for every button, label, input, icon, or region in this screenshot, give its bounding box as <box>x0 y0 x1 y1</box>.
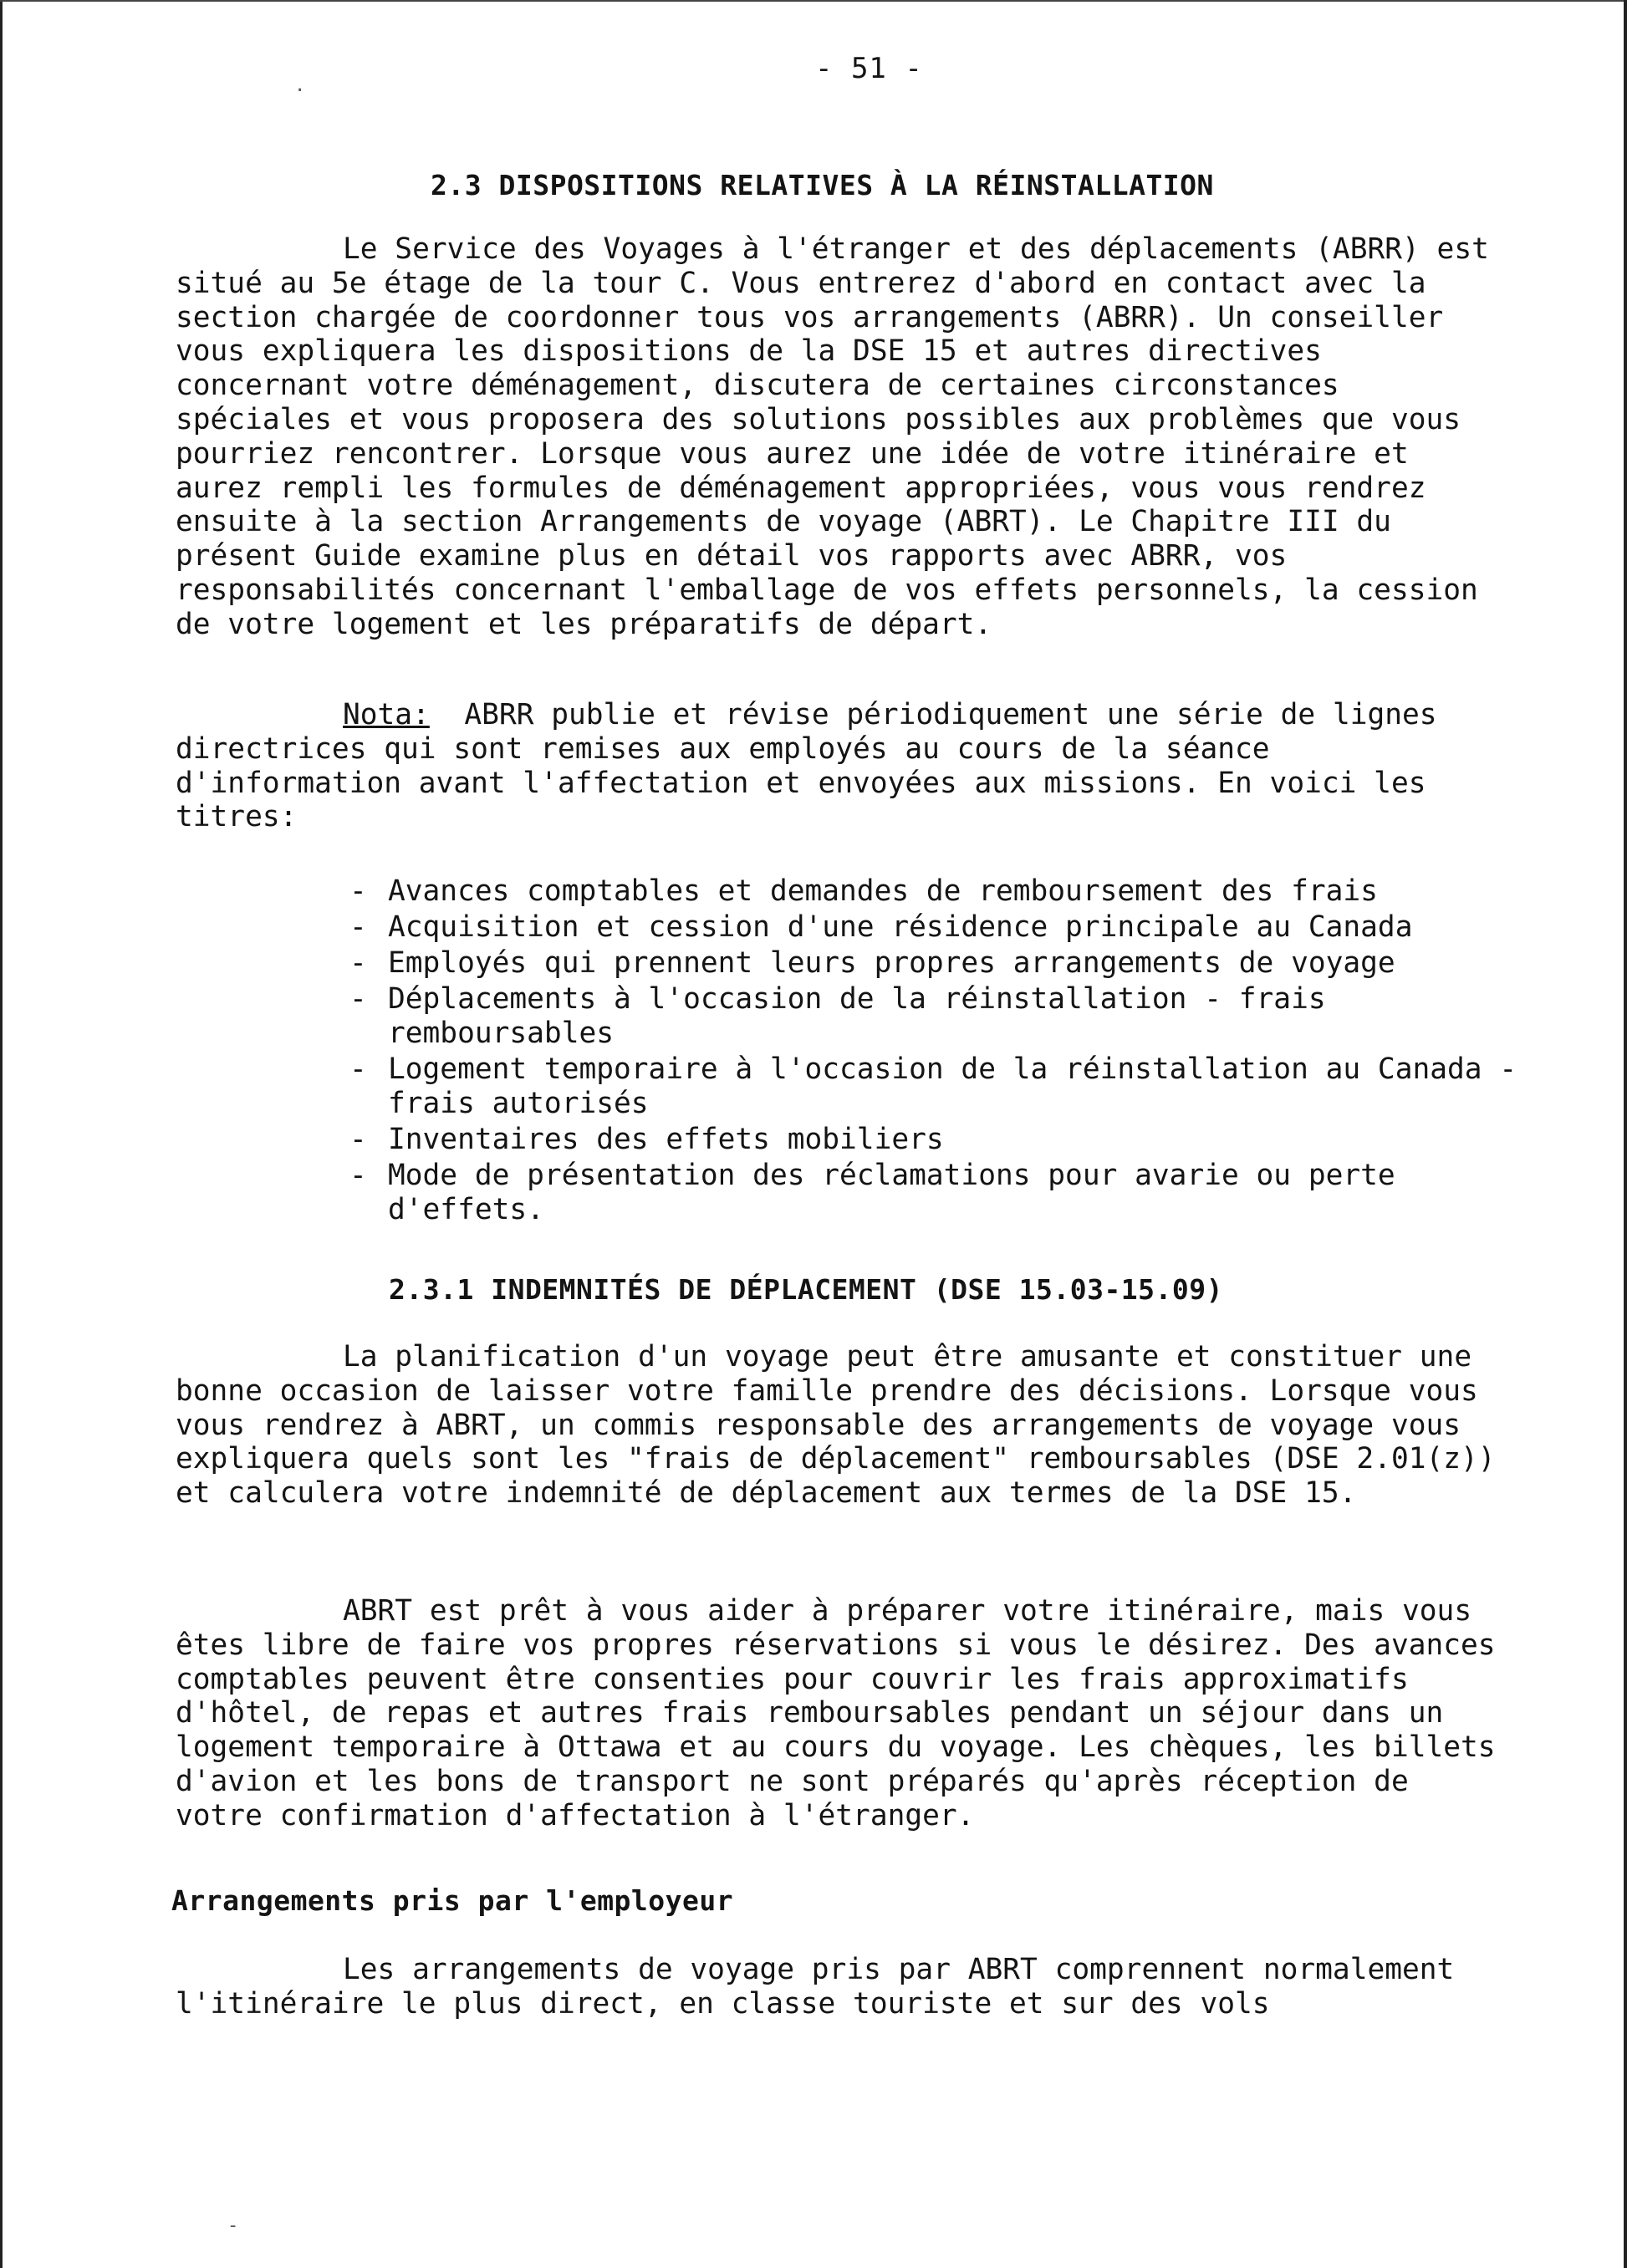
list-item: - Logement temporaire à l'occasion de la réinstallation au Canada - frais autorisés <box>349 1052 1520 1121</box>
paragraph-arrangements <box>176 1953 1497 2021</box>
section-heading: 2.3 DISPOSITIONS RELATIVES À LA RÉINSTALLATION <box>431 169 1214 201</box>
subsection-heading: 2.3.1 INDEMNITÉS DE DÉPLACEMENT (DSE 15.03-15.09) <box>389 1273 1224 1306</box>
paragraph-planification <box>176 1340 1497 1511</box>
guidelines-list <box>349 874 1520 1229</box>
side-heading: Arrangements pris par l'employeur <box>171 1884 734 1917</box>
list-item: - Inventaires des effets mobiliers <box>349 1123 1520 1157</box>
list-item: - Employés qui prennent leurs propres arrangements de voyage <box>349 946 1520 981</box>
list-item: - Avances comptables et demandes de remboursement des frais <box>349 874 1520 909</box>
list-item: - Déplacements à l'occasion de la réinstallation - frais remboursables <box>349 982 1520 1051</box>
paragraph-text: La planification d'un voyage peut être amusante et constituer une bonne occasion de laisser votre famille prendre des décisions. Lorsque vous vous rendrez à ABRT, un commis responsable des arrangements de voyage vous expliquera quels sont les "frais de déplacement" remboursables (DSE 2.01(z)) et calculera votre indemnité de déplacement aux termes de la DSE 15. <box>176 1340 1496 1511</box>
paragraph-abrt-itineraire <box>176 1594 1497 1833</box>
paragraph-text: Les arrangements de voyage pris par ABRT comprennent normalement l'itinéraire le plus direct, en classe touriste et sur des vols <box>176 1953 1455 2021</box>
paragraph-text: Le Service des Voyages à l'étranger et des déplacements (ABRR) est situé au 5e étage de la tour C. Vous entrerez d'abord en contact avec la section chargée de coordonner tous vos arrangements (ABRR). Un conseiller vous expliquera les dispositions de la DSE 15 et autres directives concernant votre déménagement, discutera de certaines circonstances spéciales et vous proposera des solutions possibles aux problèmes que vous pourriez rencontrer. Lorsque vous aurez une idée de votre itinéraire et aurez rempli les formules de déménagement appropriées, vous vous rendrez ensuite à la section Arrangements de voyage (ABRT). Le Chapitre III du présent Guide examine plus en détail vos rapports avec ABRR, vos responsabilités concernant l'emballage de vos effets personnels, la cession de votre logement et les préparatifs de départ. <box>176 232 1489 641</box>
paragraph-text: ABRT est prêt à vous aider à préparer votre itinéraire, mais vous êtes libre de faire vos propres réservations si vous le désirez. Des avances comptables peuvent être consenties pour couvrir les frais approximatifs d'hôtel, de repas et autres frais remboursables pendant un séjour dans un logement temporaire à Ottawa et au cours du voyage. Les chèques, les billets d'avion et les bons de transport ne sont préparés qu'après réception de votre confirmation d'affectation à l'étranger. <box>176 1594 1496 1832</box>
scan-speck: · <box>294 80 306 101</box>
list-item: - Mode de présentation des réclamations pour avarie ou perte d'effets. <box>349 1159 1520 1227</box>
paragraph-nota <box>176 698 1497 834</box>
nota-label: Nota: <box>343 698 430 731</box>
nota-text: ABRR publie et révise périodiquement une série de lignes directrices qui sont remises aux employés au cours de la séance d'information avant l'affectation et envoyées aux missions. En voici les titres: <box>176 698 1437 834</box>
page-number: - 51 - <box>815 52 923 85</box>
scan-speck: - <box>227 2215 239 2236</box>
list-item: - Acquisition et cession d'une résidence principale au Canada <box>349 910 1520 945</box>
paragraph-service-voyages <box>176 232 1497 642</box>
